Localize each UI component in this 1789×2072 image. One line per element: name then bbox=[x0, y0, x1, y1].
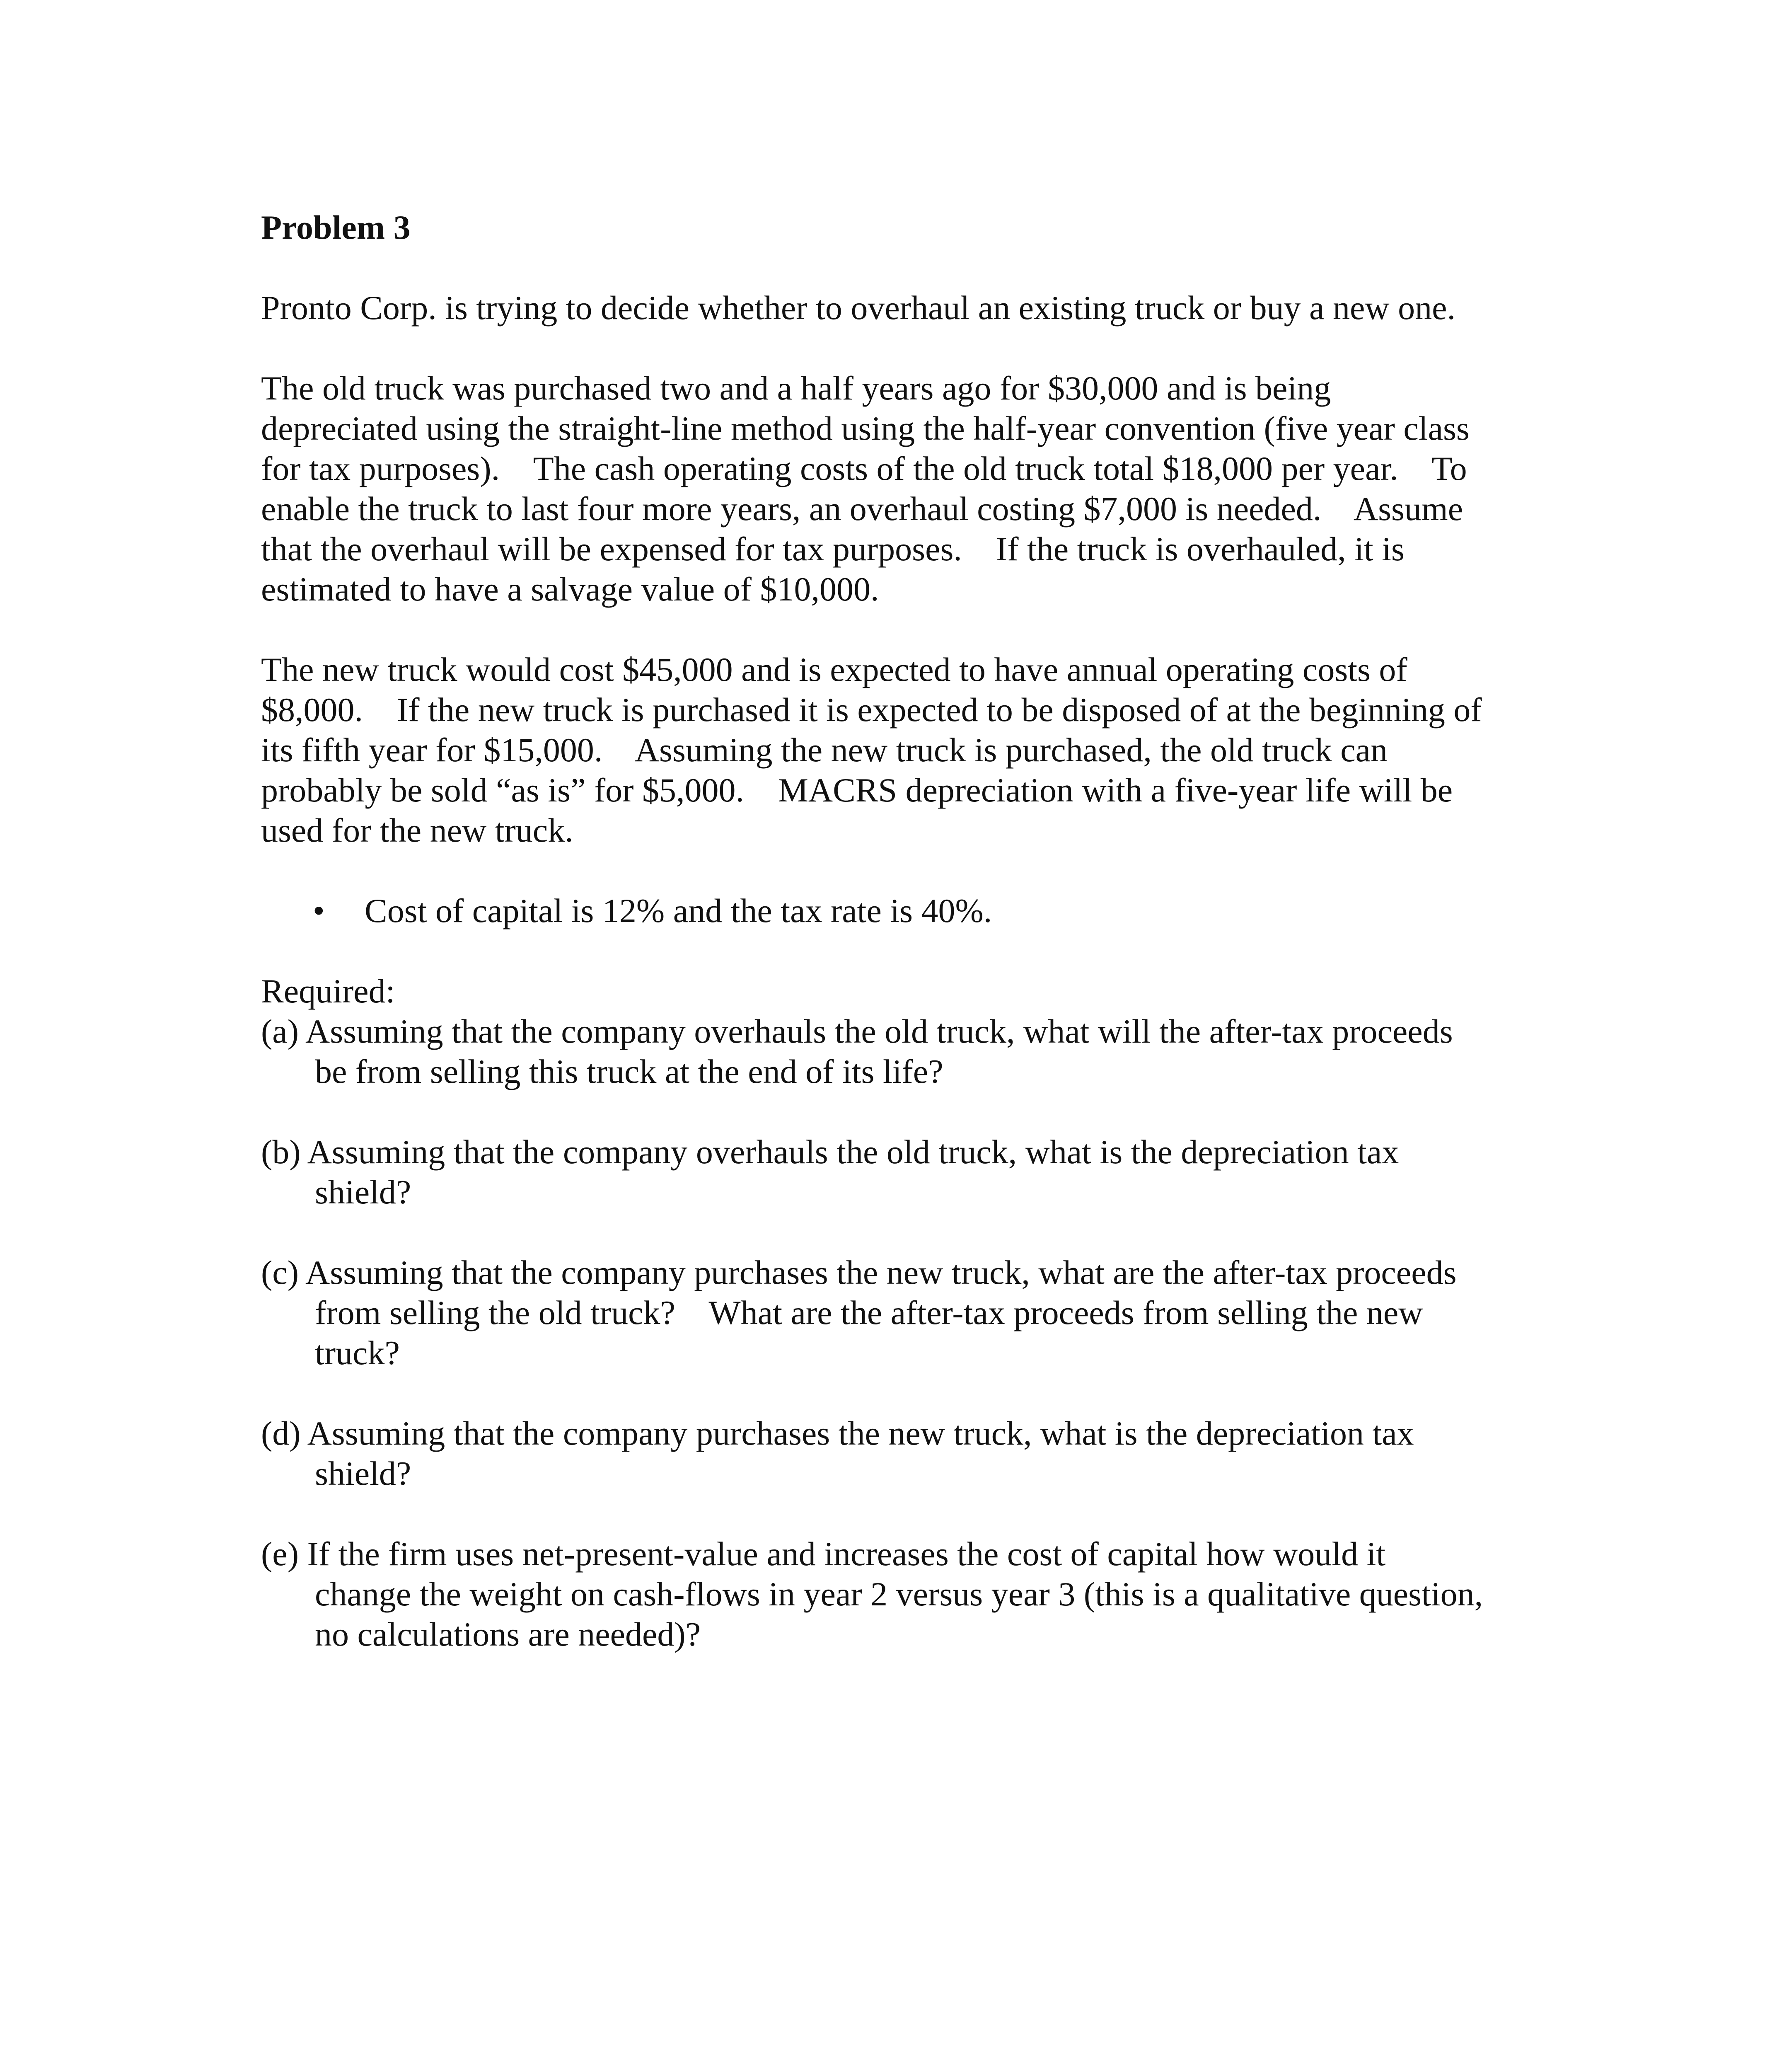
intro-line: Pronto Corp. is trying to decide whether to overhaul an existing truck or buy a new one. bbox=[261, 289, 1456, 327]
problem-title: Problem 3 bbox=[261, 208, 411, 246]
question-d-line-1: (d) Assuming that the company purchases the new truck, what is the depreciation tax bbox=[261, 1414, 1414, 1452]
bullet-text: Cost of capital is 12% and the tax rate is 40%. bbox=[365, 892, 992, 929]
old-truck-line-2: depreciated using the straight-line method using the half-year convention (five year class bbox=[261, 409, 1470, 447]
old-truck-line-3: for tax purposes). The cash operating costs of the old truck total $18,000 per year. To bbox=[261, 450, 1467, 487]
intro-paragraph bbox=[261, 288, 1554, 328]
bullet-icon: • bbox=[313, 892, 325, 929]
question-b-line-2: shield? bbox=[315, 1173, 411, 1211]
document-page bbox=[261, 207, 1554, 1694]
new-truck-line-2: $8,000. If the new truck is purchased it is expected to be disposed of at the beginning of bbox=[261, 691, 1482, 729]
new-truck-paragraph bbox=[261, 649, 1554, 850]
question-b-line-1: (b) Assuming that the company overhauls the old truck, what is the depreciation tax bbox=[261, 1133, 1399, 1171]
question-c-line-3: truck? bbox=[315, 1334, 400, 1372]
bullet-item bbox=[261, 891, 1554, 931]
old-truck-line-1: The old truck was purchased two and a half years ago for $30,000 and is being bbox=[261, 369, 1331, 407]
question-a-line-2: be from selling this truck at the end of its life? bbox=[315, 1053, 943, 1090]
required-label: Required: bbox=[261, 972, 395, 1010]
question-c-line-1: (c) Assuming that the company purchases the new truck, what are the after-tax proceeds bbox=[261, 1254, 1457, 1291]
question-d bbox=[261, 1413, 1554, 1493]
old-truck-line-4: enable the truck to last four more years, an overhaul costing $7,000 is needed. Assume bbox=[261, 490, 1463, 528]
question-d-line-2: shield? bbox=[315, 1455, 411, 1492]
question-e bbox=[261, 1534, 1554, 1654]
question-e-line-1: (e) If the firm uses net-present-value and increases the cost of capital how would it bbox=[261, 1535, 1386, 1573]
question-e-line-2: change the weight on cash-flows in year 2 versus year 3 (this is a qualitative question, bbox=[315, 1575, 1483, 1613]
old-truck-line-6: estimated to have a salvage value of $10,000. bbox=[261, 570, 879, 608]
question-b bbox=[261, 1132, 1554, 1212]
old-truck-line-5: that the overhaul will be expensed for tax purposes. If the truck is overhauled, it is bbox=[261, 530, 1405, 568]
new-truck-line-5: used for the new truck. bbox=[261, 811, 573, 849]
new-truck-line-3: its fifth year for $15,000. Assuming the new truck is purchased, the old truck can bbox=[261, 731, 1388, 769]
question-a-line-1: (a) Assuming that the company overhauls the old truck, what will the after-tax proceeds bbox=[261, 1012, 1453, 1050]
question-c bbox=[261, 1252, 1554, 1373]
new-truck-line-1: The new truck would cost $45,000 and is expected to have annual operating costs of bbox=[261, 651, 1407, 688]
question-c-line-2: from selling the old truck? What are the after-tax proceeds from selling the new bbox=[315, 1294, 1423, 1331]
old-truck-paragraph bbox=[261, 368, 1554, 609]
question-e-line-3: no calculations are needed)? bbox=[315, 1615, 701, 1653]
question-a bbox=[261, 1011, 1554, 1092]
new-truck-line-4: probably be sold “as is” for $5,000. MACRS depreciation with a five-year life will be bbox=[261, 771, 1453, 809]
